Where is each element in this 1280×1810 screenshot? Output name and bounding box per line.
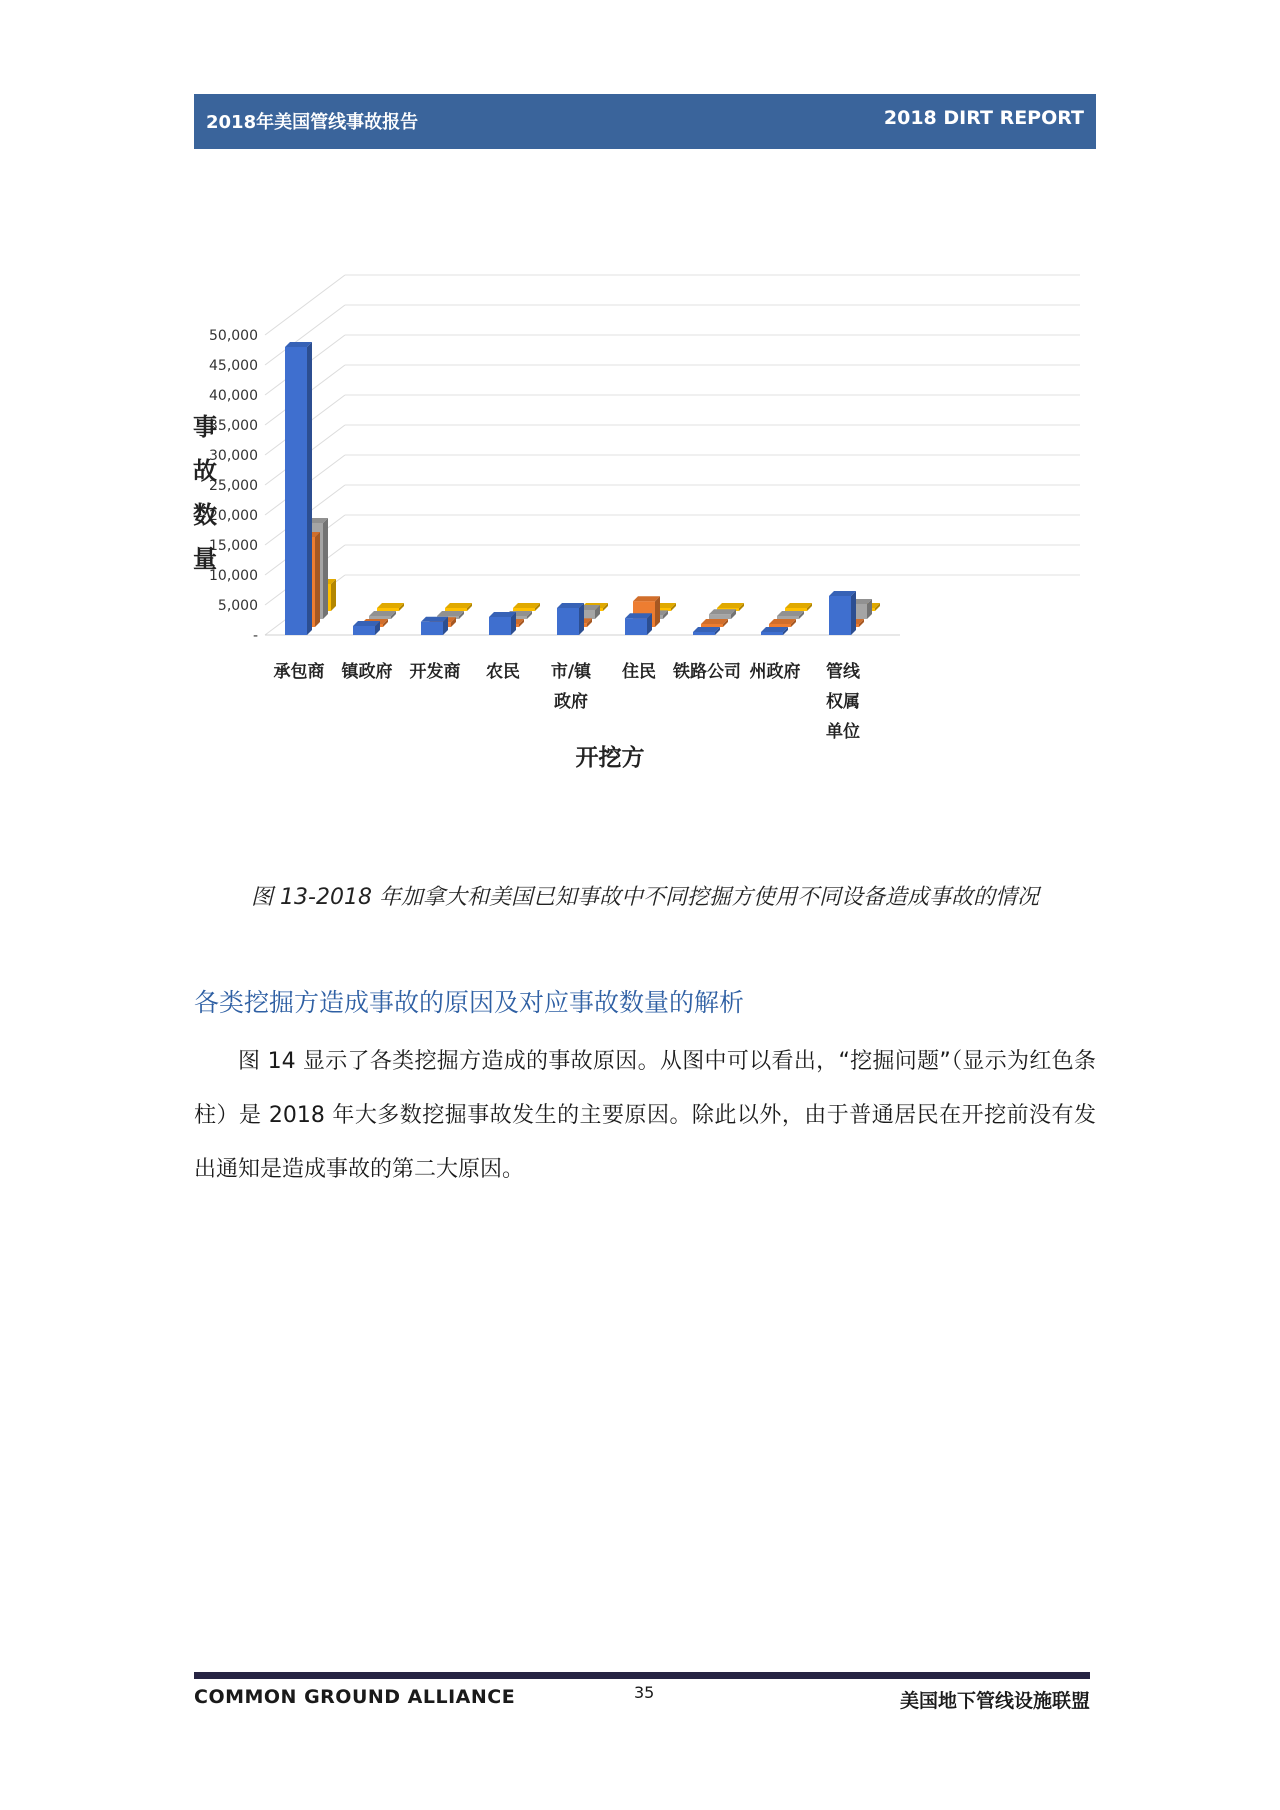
bar	[829, 591, 856, 635]
y-tick-labels	[209, 328, 258, 644]
bar	[777, 611, 804, 619]
gridline-side	[265, 275, 345, 335]
bar	[785, 603, 812, 611]
body-paragraph: 图 14 显示了各类挖掘方造成的事故原因。从图中可以看出，“挖掘问题”（显示为红色条柱）是 2018 年大多数挖掘事故发生的主要原因。除此以外，由于普通居民在开挖前没有发出通知是造成事故的第二大原因。	[194, 1049, 1096, 1182]
y-tick-label: 30,000	[209, 448, 258, 464]
y-tick-label: 5,000	[217, 598, 258, 614]
bar	[445, 603, 472, 611]
y-tick-label: 20,000	[209, 508, 258, 524]
x-category-labels	[274, 661, 861, 742]
bar	[557, 603, 584, 635]
y-tick-label: 10,000	[209, 568, 258, 584]
x-category-label: 住民	[622, 662, 656, 682]
figure-caption: 图 13-2018 年加拿大和美国已知事故中不同挖掘方使用不同设备造成事故的情况	[251, 885, 1039, 910]
bar	[377, 603, 404, 611]
y-axis-label: 事故数量	[193, 413, 217, 573]
x-category-label: 州政府	[749, 662, 801, 682]
y-tick-label: 50,000	[209, 328, 258, 344]
x-category-label: 农民	[486, 662, 520, 682]
footer-rule	[194, 1672, 1090, 1679]
bar	[489, 612, 516, 635]
bar	[769, 619, 796, 627]
bar	[285, 342, 312, 635]
report-header-bar	[194, 94, 1096, 149]
y-tick-label: -	[252, 628, 258, 644]
header-left-title: 2018年美国管线事故报告	[206, 112, 419, 133]
x-category-label: 承包商	[273, 662, 325, 682]
bar	[701, 619, 728, 627]
x-category-label: 开发商	[409, 662, 461, 682]
chart-bars	[285, 342, 880, 635]
bar	[353, 621, 380, 635]
bar	[513, 603, 540, 611]
footer-organization: COMMON GROUND ALLIANCE	[194, 1686, 516, 1708]
y-tick-label: 15,000	[209, 538, 258, 554]
y-tick-label: 40,000	[209, 388, 258, 404]
incident-bar-chart	[180, 255, 1100, 855]
bar	[693, 627, 720, 635]
header-right-title: 2018 DIRT REPORT	[883, 107, 1084, 129]
bar	[625, 613, 652, 635]
y-tick-label: 45,000	[209, 358, 258, 374]
bar	[369, 611, 396, 619]
x-axis-label: 开挖方	[575, 745, 645, 771]
footer-organization-cn: 美国地下管线设施联盟	[899, 1690, 1090, 1712]
y-tick-label: 25,000	[209, 478, 258, 494]
bar	[761, 627, 788, 635]
y-tick-label: 35,000	[209, 418, 258, 434]
page-number: 35	[634, 1683, 655, 1702]
section-title: 各类挖掘方造成事故的原因及对应事故数量的解析	[194, 988, 745, 1017]
bar	[709, 609, 736, 619]
chart-gridlines	[265, 275, 1080, 635]
x-category-label: 铁路公司	[673, 662, 741, 682]
x-category-label: 管线权属单位	[826, 662, 860, 742]
x-category-label: 镇政府	[341, 662, 393, 682]
x-category-label: 市/镇政府	[550, 662, 592, 712]
bar	[421, 617, 448, 635]
